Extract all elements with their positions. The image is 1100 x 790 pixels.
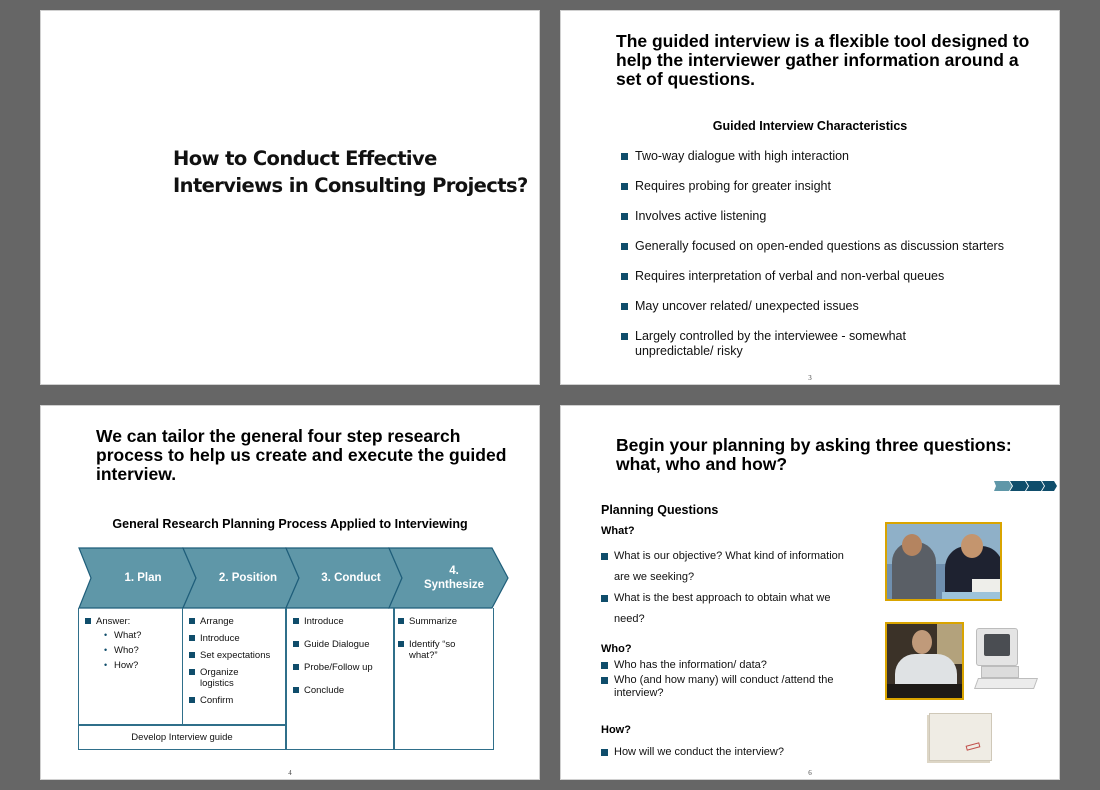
square-bullet-icon [398, 618, 404, 624]
list-item [601, 546, 851, 588]
list-item-text: Largely controlled by the interviewee - somewhat unpredictable/ risky [635, 329, 906, 358]
slide-6-planning-questions[interactable] [560, 405, 1060, 780]
sub-list-item [104, 660, 182, 671]
step-synthesize [402, 547, 506, 609]
step-conduct: 3. Conduct [321, 572, 381, 584]
square-bullet-icon [293, 641, 299, 647]
list-item [601, 588, 851, 630]
square-bullet-icon [621, 303, 628, 310]
list-item-text: Summarize [409, 616, 458, 627]
square-bullet-icon [621, 243, 628, 250]
characteristics-list [621, 149, 1021, 374]
list-item [621, 179, 1021, 194]
square-bullet-icon [293, 618, 299, 624]
list-item [621, 209, 1021, 224]
meeting-photo [885, 522, 1002, 601]
page-number: 6 [808, 769, 812, 777]
step-number: 4. [449, 565, 459, 577]
slide-heading: The guided interview is a flexible tool designed to help the interviewer gather information around a set of questions. [616, 31, 1030, 89]
square-bullet-icon [189, 618, 195, 624]
list-item [601, 659, 851, 672]
list-item-text: How will we conduct the interview? [614, 746, 784, 758]
list-item [189, 667, 249, 689]
list-item-text: Requires interpretation of verbal and non-verbal queues [635, 269, 945, 283]
step-plan: 1. Plan [124, 572, 162, 584]
list-item-text: May uncover related/ unexpected issues [635, 299, 859, 313]
list-item [621, 329, 981, 359]
slide-4-process[interactable] [40, 405, 540, 780]
slide-heading: We can tailor the general four step research process to help us create and execute the guided interview. [96, 426, 507, 484]
list-item [189, 695, 285, 706]
list-item [398, 616, 493, 627]
list-item [601, 746, 851, 759]
list-item [189, 616, 285, 627]
square-bullet-icon [601, 595, 608, 602]
list-item-text: Answer: [96, 616, 131, 627]
slide-1-title[interactable] [40, 10, 540, 385]
list-item-text: Set expectations [200, 650, 271, 661]
list-item-text: Generally focused on open-ended questions as discussion starters [635, 239, 1004, 253]
process-chevron-band [78, 547, 508, 609]
list-item-text: Confirm [200, 695, 234, 706]
list-item [293, 662, 393, 673]
square-bullet-icon [601, 662, 608, 669]
question-what: What? [601, 525, 635, 537]
square-bullet-icon [85, 618, 91, 624]
square-bullet-icon [398, 641, 404, 647]
list-item-text: Who (and how many) will conduct /attend the interview? [614, 674, 834, 699]
sub-list-item [104, 630, 182, 641]
presentation-title: How to Conduct Effective Interviews in Consulting Projects? [173, 147, 528, 197]
list-item [621, 269, 1021, 284]
progress-chevrons-icon [994, 481, 1058, 491]
list-item-text: Introduce [304, 616, 344, 627]
sub-list-item [104, 645, 182, 656]
list-item [621, 149, 1021, 164]
list-item [293, 685, 393, 696]
step-name: Synthesize [423, 579, 485, 591]
square-bullet-icon [601, 553, 608, 560]
list-item-text: Two-way dialogue with high interaction [635, 149, 850, 163]
list-item-text: What is the best approach to obtain what we need? [614, 592, 831, 625]
step-position: 2. Position [218, 572, 278, 584]
square-bullet-icon [621, 153, 628, 160]
list-item [85, 616, 182, 671]
list-item-text: Identify “so what?” [409, 639, 456, 661]
page-number: 3 [808, 374, 812, 382]
square-bullet-icon [189, 669, 195, 675]
slide-3-characteristics[interactable] [560, 10, 1060, 385]
list-item-text: Involves active listening [635, 209, 767, 223]
list-item-text: Who has the information/ data? [614, 659, 767, 671]
square-bullet-icon [601, 749, 608, 756]
list-item [293, 616, 393, 627]
square-bullet-icon [189, 697, 195, 703]
position-column [182, 608, 286, 725]
conduct-column [286, 608, 394, 750]
synthesize-column [394, 608, 494, 750]
list-item-text: Conclude [304, 685, 345, 696]
question-how: How? [601, 724, 631, 736]
computer-clipart [976, 628, 1018, 666]
plan-column [78, 608, 183, 725]
list-item [601, 674, 851, 700]
list-item [621, 239, 1021, 254]
list-item [621, 299, 1021, 314]
square-bullet-icon [621, 333, 628, 340]
list-item-text: How? [114, 660, 139, 671]
list-item-text: Probe/Follow up [304, 662, 373, 673]
section-heading: Planning Questions [601, 503, 719, 517]
stamp-icon [966, 742, 981, 750]
list-item-text: Introduce [200, 633, 240, 644]
diagram-title: General Research Planning Process Applied to Interviewing [112, 517, 468, 531]
section-subtitle: Guided Interview Characteristics [712, 119, 908, 133]
square-bullet-icon [601, 677, 608, 684]
list-item-text: Requires probing for greater insight [635, 179, 831, 193]
who-list [601, 659, 851, 700]
square-bullet-icon [293, 664, 299, 670]
list-item [398, 639, 470, 661]
square-bullet-icon [189, 652, 195, 658]
list-item-text: Guide Dialogue [304, 639, 370, 650]
page-number: 4 [288, 769, 292, 777]
question-who: Who? [601, 643, 632, 655]
phone-call-photo [885, 622, 964, 700]
square-bullet-icon [621, 183, 628, 190]
dot-bullet-icon: • [104, 645, 108, 655]
what-list [601, 546, 851, 630]
dot-bullet-icon: • [104, 630, 108, 640]
square-bullet-icon [621, 213, 628, 220]
keyboard-clipart [974, 678, 1038, 689]
how-list [601, 746, 851, 759]
list-item-text: Organize logistics [200, 667, 239, 689]
slide-heading: Begin your planning by asking three questions: what, who and how? [616, 435, 1012, 474]
list-item-text: Arrange [200, 616, 234, 627]
list-item [293, 639, 393, 650]
computer-base [981, 666, 1019, 678]
dot-bullet-icon: • [104, 660, 108, 670]
square-bullet-icon [189, 635, 195, 641]
list-item-text: What is our objective? What kind of information are we seeking? [614, 550, 844, 583]
develop-interview-guide-row: Develop Interview guide [78, 725, 286, 750]
list-item [189, 633, 285, 644]
list-item [189, 650, 285, 661]
square-bullet-icon [621, 273, 628, 280]
list-item-text: What? [114, 630, 142, 641]
documents-clipart [929, 713, 992, 761]
square-bullet-icon [293, 687, 299, 693]
list-item-text: Who? [114, 645, 139, 656]
